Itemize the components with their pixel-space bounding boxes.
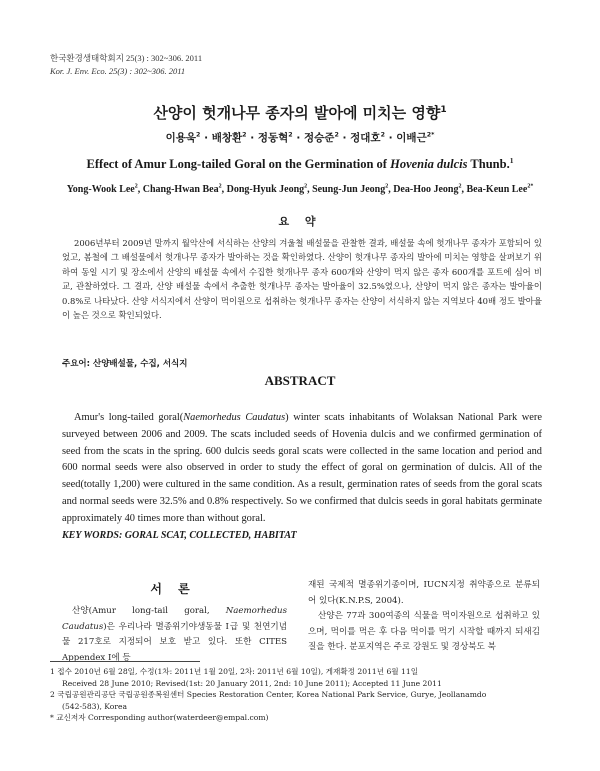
author-en: Yong-Wook Lee$^2$ (66, 183, 138, 195)
abstract-ko-body: 2006년부터 2009년 말까지 월악산에 서식하는 산양의 겨울철 배설물을 관찰한 결과, 배설물 속에 헛개나무 종자가 포함되어 있었고, 봄철에 그 배설물에서 헛개나무 종자가 발아하는 것을 확인하였다. 산양이 헛개나무 종자의 발아에 미치는 영향을 살펴보기 위하여 동일 시기 및 장소에서 산양의 배설물 속에서 수집한 헛개나무 종자 600개와 산양이 먹지 않은 종자 600개를 포트에 심어 비교, 관찰하였다. 그 결과, 산양 배설물 속에서 추출한 헛개나무 종자는 발아율이 32.5%였으나, 산양이 먹지 않은 종자는 발아율이 0.8%로 나타났다. 산양 서식지에서 산양이 먹이원으로 섭취하는 헛개나무 종자는 산양이 서식하지 않는 지역보다 40배 정도 발아율이 높은 것으로 확인되었다. (62, 238, 542, 321)
author-separator: · (250, 132, 255, 144)
paragraph: 산양은 77과 300여종의 식물을 먹이자원으로 섭취하고 있으며, 먹이를 먹은 후 다음 먹이를 먹기 시작할 때까지 되새김질을 한다. 분포지역은 주로 강원도 및 경상북도 북 (308, 611, 540, 653)
species-name: Naemorhedus Caudatus (183, 412, 286, 423)
author-ko: 정대호$^2$ (350, 131, 385, 144)
introduction-heading: 서 론 (150, 582, 196, 596)
author-en: Dea-Hoo Jeong$^2$ (393, 183, 462, 195)
author-separator: · (296, 132, 301, 144)
paragraph: 재된 국제적 멸종위기종이며, IUCN지정 취약종으로 분류되어 있다(K.N.P.S, 2004). (308, 580, 540, 606)
journal-header (50, 52, 202, 78)
author-en: Dong-Hyuk Jeong$^2$ (226, 183, 308, 195)
species-name: Hovenia dulcis (390, 157, 468, 171)
footnote-received-ko: 1 접수 2010년 6월 28일, 수정(1차: 2011년 1월 20일, 2차: 2011년 6월 10일), 게재확정 2011년 6월 11일 (50, 667, 419, 676)
introduction-right-column (308, 578, 540, 656)
author-ko: 이용욱$^2$ (165, 131, 201, 144)
author-en: Seung-Jun Jeong$^2$ (312, 183, 389, 195)
author-separator: · (204, 132, 209, 144)
author-ko: 정승준$^2$ (304, 131, 339, 144)
footnote-corresponding-author: * 교신저자 Corresponding author(waterdeer@empal.com) (50, 713, 269, 723)
footnotes (50, 666, 550, 724)
title-ko-text: 산양이 헛개나무 종자의 발아에 미치는 영향 (153, 104, 441, 122)
footnote-divider (50, 661, 200, 662)
authors-ko (0, 130, 600, 145)
footnote-affiliation-postcode: (542-583), Korea (62, 701, 127, 711)
author-separator: · (388, 132, 393, 144)
page-title-ko (0, 102, 600, 123)
keywords-ko: 주요어: 산양배설물, 수집, 서식지 (62, 359, 188, 369)
author-en: Bea-Keun Lee$^{2*}$ (466, 183, 534, 195)
footnote-affiliation: 2 국립공원관리공단 국립공원종복원센터 Species Restoration Center, Korea National Park Service, Gurye, Jeollanamdo (50, 690, 487, 700)
author-ko: 정동혁$^2$ (257, 131, 293, 144)
abstract-en-body: Amur's long-tailed goral(Naemorhedus Caudatus) winter scats inhabitants of Wolaksan National Park were surveyed between 2006 and 2009. The scats included seeds of Hovenia dulcis and we confirmed germination of seed from the scats in the spring. 600 dulcis seeds goral scats were collected in the same location and period and 600 normal seeds were also observed in order to study the effect of goral on germination of dulcis. All of the seed(totally 1,200) were cultured in the same condition. As a result, germination rates of seeds from the goral scats and normal seeds were 32.5% and 0.8% respectively. So we confirmed that dulcis seeds in goral habitats germinate approximately 40 times more than without goral. (62, 412, 542, 524)
introduction-left-column: 산양(Amur long-tail goral, Naemorhedus Caudatus)은 우리나라 멸종위기야생동물 Ⅰ급 및 천연기념물 217호로 지정되어 보호 받고 있다. 또한 CITES Appendex Ⅰ에 등 (62, 606, 287, 663)
footnote-received-en: Received 28 June 2010; Revised(1st: 20 January 2011, 2nd: 10 June 2011); Accepted 11 June 2011 (62, 678, 442, 688)
author-ko: 이배근$^{2*}$ (396, 131, 435, 144)
journal-citation-en: Kor. J. Env. Eco. 25(3) : 302~306. 2011 (50, 66, 186, 76)
author-en: Chang-Hwan Bea$^2$ (142, 183, 222, 195)
abstract-ko-heading: 요 약 (278, 215, 322, 228)
abstract-en-heading: ABSTRACT (264, 373, 336, 388)
author-separator: · (342, 132, 347, 144)
journal-citation-ko: 한국환경생태학회지 25(3) : 302~306. 2011 (50, 53, 203, 63)
species-name: Naemorhedus Caudatus (62, 606, 287, 632)
keywords-en: KEY WORDS: GORAL SCAT, COLLECTED, HABITAT (62, 530, 297, 541)
page-title-en: Effect of Amur Long-tailed Goral on the Germination of Hovenia dulcis Thunb.$^1$ (86, 155, 514, 171)
author-ko: 배창환$^2$ (211, 131, 247, 144)
authors-en: Yong-Wook Lee$^2$, Chang-Hwan Bea$^2$, Dong-Hyuk Jeong$^2$, Seung-Jun Jeong$^2$, Dea-Hoo Jeong$^2$, Bea-Keun Lee$^{2*}$ (66, 183, 534, 195)
title-ko-footnote-mark: 1 (440, 105, 447, 115)
